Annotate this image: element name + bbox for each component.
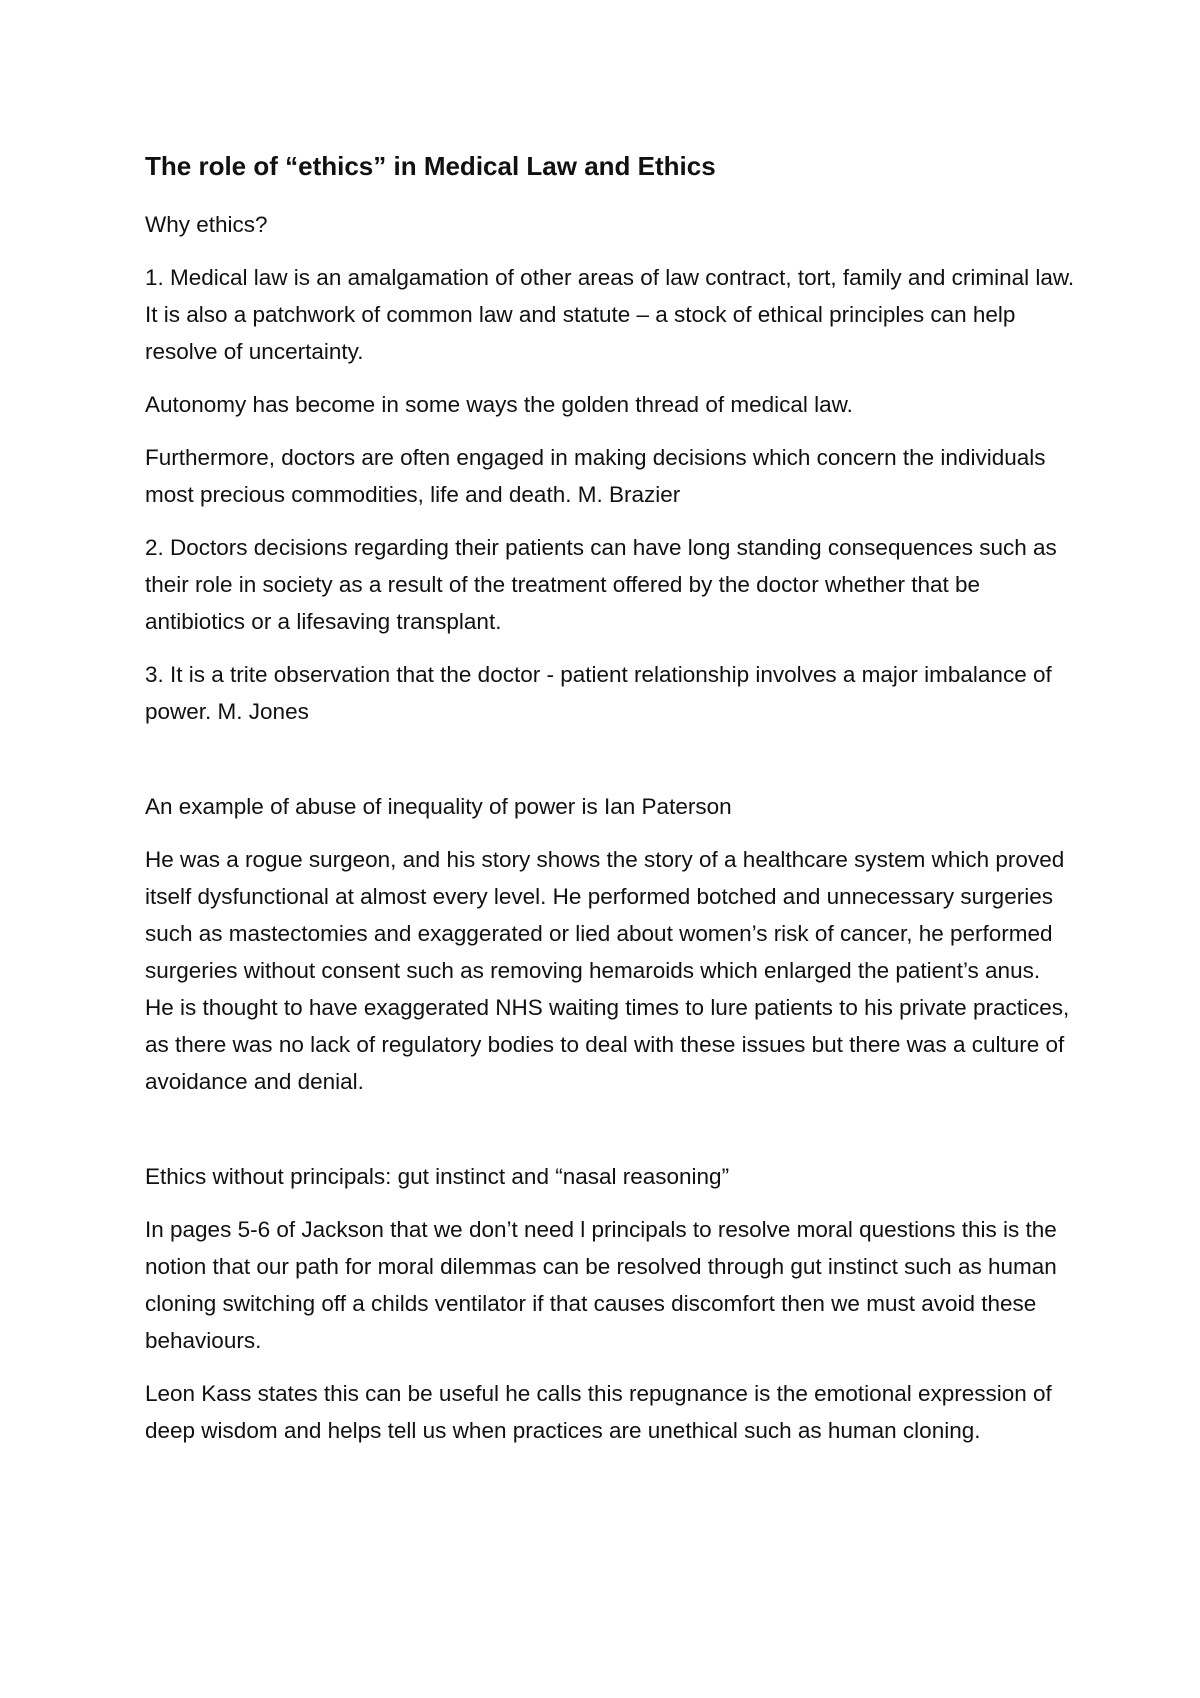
paragraph-furthermore: Furthermore, doctors are often engaged in making decisions which concern the individuals most precious commodities, life and death. M. Brazier [145, 445, 1046, 507]
paragraph-point-2: 2. Doctors decisions regarding their patients can have long standing consequences such as their role in society as a result of the treatment offered by the doctor whether that be antibiotics or a lifesaving transplant. [145, 535, 1057, 634]
paragraph-autonomy: Autonomy has become in some ways the golden thread of medical law. [145, 392, 853, 417]
document-title: The role of “ethics” in Medical Law and Ethics [145, 151, 716, 181]
paragraph-jackson: In pages 5-6 of Jackson that we don’t need l principals to resolve moral questions this is the notion that our path for moral dilemmas can be resolved through gut instinct such as human cloning switching off a childs ventilator if that causes discomfort then we must avoid these behaviours. [145, 1217, 1057, 1353]
paragraph-example-heading: An example of abuse of inequality of power is Ian Paterson [145, 794, 732, 819]
paragraph-point-1: 1. Medical law is an amalgamation of other areas of law contract, tort, family and criminal law. It is also a patchwork of common law and statute – a stock of ethical principles can help resolve of uncertainty. [145, 265, 1075, 364]
paragraph-ian-paterson: He was a rogue surgeon, and his story shows the story of a healthcare system which proved itself dysfunctional at almost every level. He performed botched and unnecessary surgeries such as mastectomies and exaggerated or lied about women’s risk of cancer, he performed surgeries without consent such as removing hemaroids which enlarged the patient’s anus. He is thought to have exaggerated NHS waiting times to lure patients to his private practices, as there was no lack of regulatory bodies to deal with these issues but there was a culture of avoidance and denial. [145, 847, 1070, 1094]
paragraph-ethics-heading: Ethics without principals: gut instinct and “nasal reasoning” [145, 1164, 730, 1189]
paragraph-why-ethics: Why ethics? [145, 212, 268, 237]
document-content [145, 148, 1075, 1465]
paragraph-point-3: 3. It is a trite observation that the doctor - patient relationship involves a major imbalance of power. M. Jones [145, 662, 1052, 724]
paragraph-leon-kass: Leon Kass states this can be useful he calls this repugnance is the emotional expression of deep wisdom and helps tell us when practices are unethical such as human cloning. [145, 1381, 1052, 1443]
